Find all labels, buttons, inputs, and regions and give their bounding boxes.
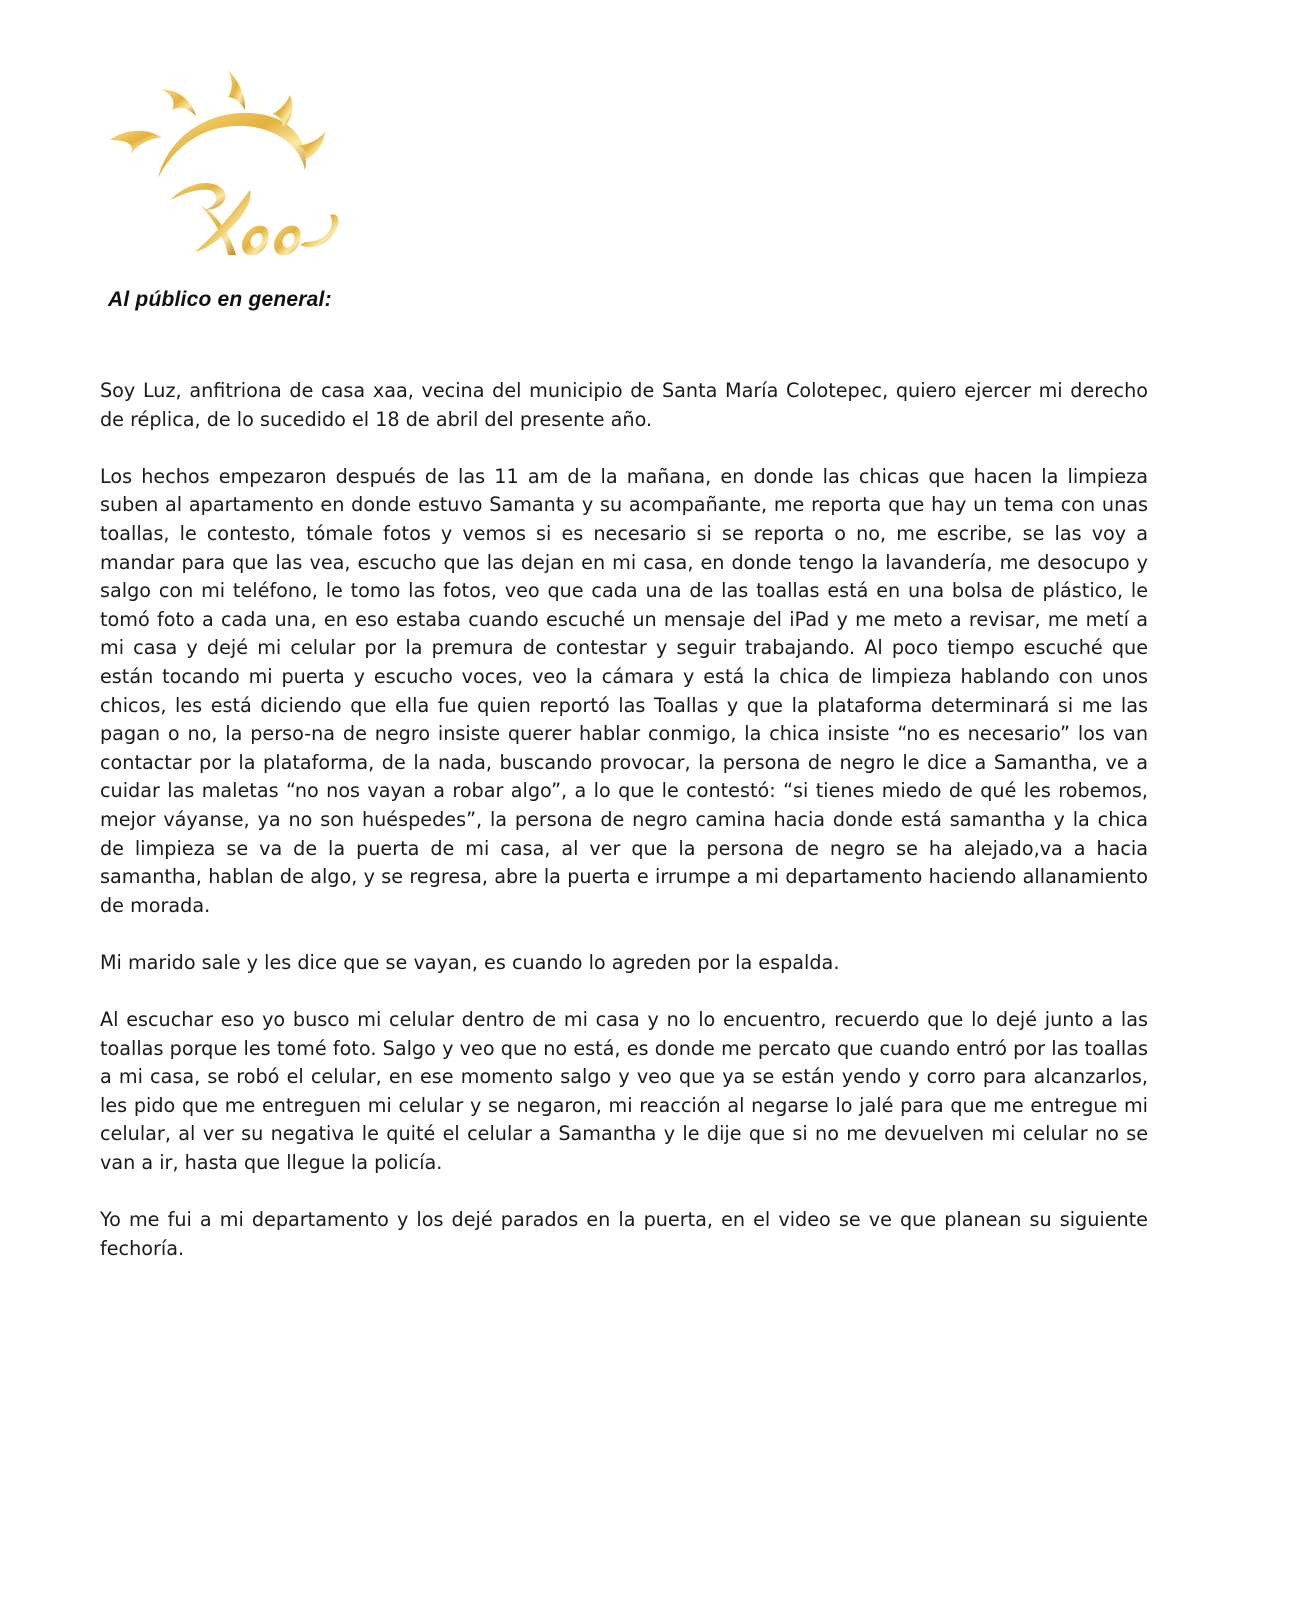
paragraph-intro: Soy Luz, anfitriona de casa xaa, vecina del municipio de Santa María Colotepec, quiero ejercer mi derecho de réplica, de lo sucedido el 18 de abril del presente año.: [100, 379, 1148, 431]
paragraph-events: Los hechos empezaron después de las 11 am de la mañana, en donde las chicas que hacen la limpieza suben al apartamento en donde estuvo Samanta y su acompañante, me reporta que hay un tema con unas toallas, le contesto, tómale fotos y vemos si es necesario si se reporta o no, me escribe, se las voy a mandar para que las vea, escucho que las dejan en mi casa, en donde tengo la lavandería, me desocupo y salgo con mi teléfono, le tomo las fotos, veo que cada una de las toallas está en una bolsa de plástico, le tomó foto a cada una, en eso estaba cuando escuché un mensaje del iPad y me meto a revisar, me metí a mi casa y dejé mi celular por la premura de contestar y seguir trabajando. Al poco tiempo escuché que están tocando mi puerta y escucho voces, veo la cámara y está la chica de limpieza hablando con unos chicos, les está diciendo que ella fue quien reportó las Toallas y que la plataforma determinará si me las pagan o no, la perso-na de negro insiste querer hablar conmigo, la chica insiste “no es necesario” los van contactar por la plataforma, de la nada, buscando provocar, la persona de negro le dice a Samantha, ve a cuidar las maletas “no nos vayan a robar algo”, a lo que le contestó: “si tienes miedo de qué les robemos, mejor váyanse, ya no son huéspedes”, la persona de negro camina hacia donde está samantha y la chica de limpieza se va de la puerta de mi casa, al ver que la persona de negro se ha alejado,va a hacia samantha, hablan de algo, y se regresa, abre la puerta e irrumpe a mi departamento haciendo allanamiento de morada.: [100, 464, 1148, 917]
xaa-logo: [100, 60, 360, 270]
sun-logo-icon: [100, 60, 360, 270]
letter-body: [100, 377, 1148, 1292]
paragraph-closing: Yo me fui a mi departamento y los dejé parados en la puerta, en el video se ve que planean su siguiente fechoría.: [100, 1208, 1148, 1260]
paragraph-phone: Al escuchar eso yo busco mi celular dentro de mi casa y no lo encuentro, recuerdo que lo dejé junto a las toallas porque les tomé foto. Salgo y veo que no está, es donde me percato que cuando entró por las toallas a mi casa, se robó el celular, en ese momento salgo y veo que ya se están yendo y corro para alcanzarlos, les pido que me entreguen mi celular y se negaron, mi reacción al negarse lo jalé para que me entregue mi celular, al ver su negativa le quité el celular a Samantha y le dije que si no me devuelven mi celular no se van a ir, hasta que llegue la policía.: [100, 1008, 1148, 1175]
paragraph-husband: Mi marido sale y les dice que se vayan, es cuando lo agreden por la espalda.: [100, 950, 840, 974]
greeting-heading: Al público en general:: [108, 288, 332, 311]
